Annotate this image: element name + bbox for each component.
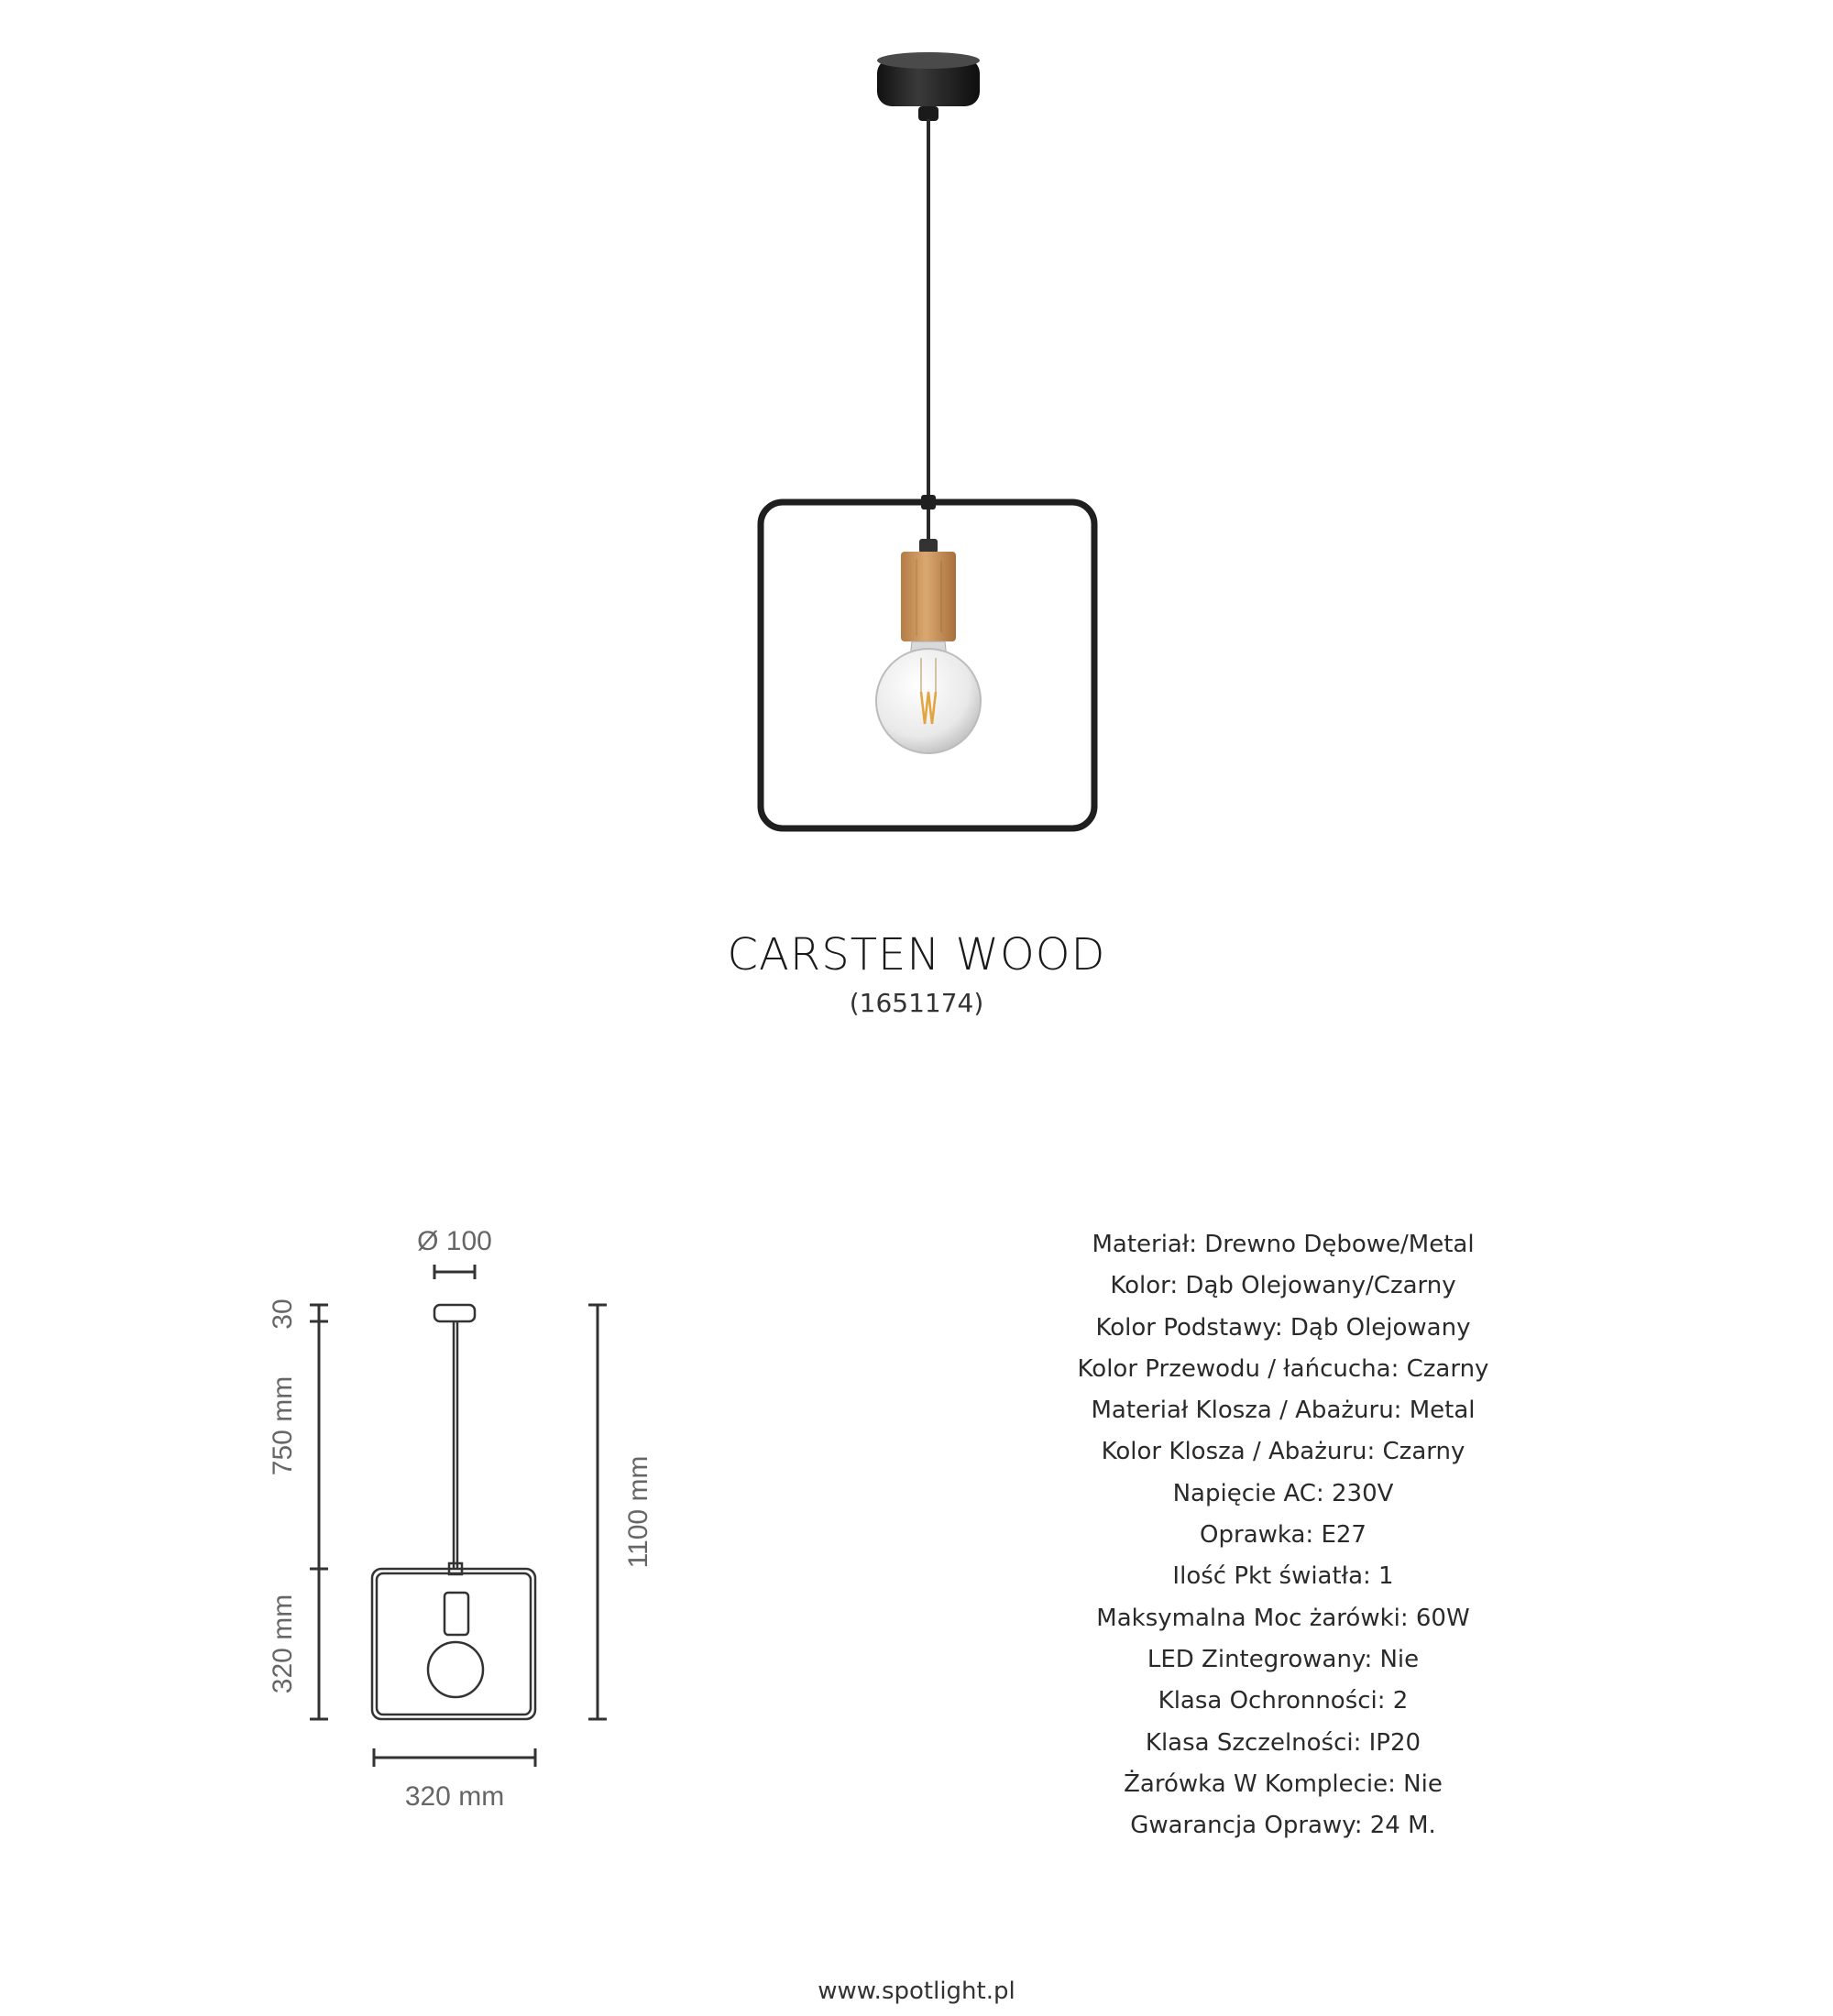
spec-list	[1054, 1224, 1512, 1846]
spec-item: Gwarancja Oprawy: 24 M.	[1130, 1812, 1436, 1840]
spec-item: Kolor: Dąb Olejowany/Czarny	[1110, 1272, 1456, 1300]
spec-item: Klasa Ochronności: 2	[1158, 1687, 1409, 1715]
dim-total-height-label: 1100 mm	[623, 1455, 653, 1569]
spec-item: Napięcie AC: 230V	[1172, 1479, 1394, 1507]
lamp-outline-drawing	[372, 1305, 535, 1719]
dim-cable-length-label: 750 mm	[268, 1375, 298, 1476]
dim-frame-height-label: 320 mm	[268, 1594, 298, 1694]
spec-item: Maksymalna Moc żarówki: 60W	[1096, 1604, 1470, 1632]
spec-item: Ilość Pkt światła: 1	[1172, 1562, 1394, 1591]
spec-item: Kolor Podstawy: Dąb Olejowany	[1095, 1313, 1471, 1342]
spec-item: LED Zintegrowany: Nie	[1147, 1645, 1420, 1673]
product-title: CARSTEN WOOD	[727, 929, 1106, 981]
spec-item: Żarówka W Komplecie: Nie	[1124, 1769, 1443, 1798]
spec-item: Oprawka: E27	[1200, 1521, 1367, 1550]
product-code: (1651174)	[849, 988, 984, 1018]
dim-diameter-label: Ø 100	[417, 1226, 492, 1256]
dim-canopy-height-label: 30	[268, 1298, 298, 1330]
dim-frame-width-label: 320 mm	[404, 1781, 505, 1812]
spec-item: Materiał Klosza / Abażuru: Metal	[1091, 1397, 1476, 1425]
spec-item: Klasa Szczelności: IP20	[1145, 1728, 1421, 1757]
website-link[interactable]: www.spotlight.pl	[818, 1978, 1015, 2005]
spec-item: Materiał: Drewno Dębowe/Metal	[1092, 1231, 1475, 1258]
spec-item: Kolor Przewodu / łańcucha: Czarny	[1077, 1354, 1489, 1383]
spec-item: Kolor Klosza / Abażuru: Czarny	[1101, 1438, 1465, 1466]
